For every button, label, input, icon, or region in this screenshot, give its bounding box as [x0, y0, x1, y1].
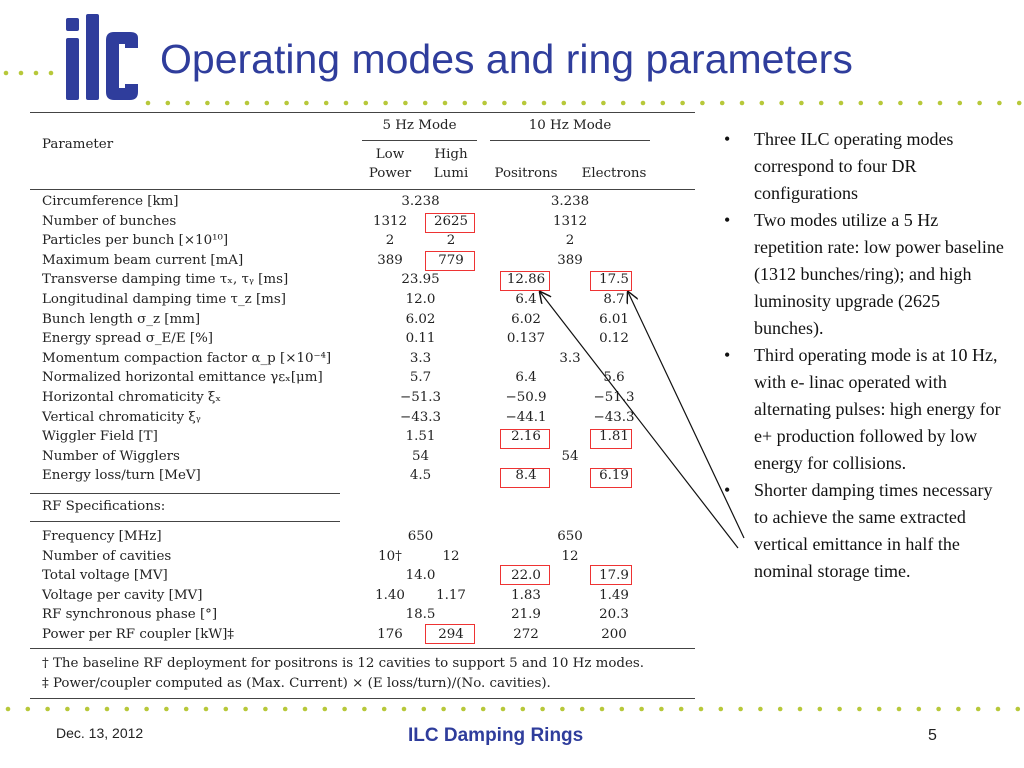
rows-cell-p: Particles per bunch [×10¹⁰]	[42, 233, 229, 249]
rows-cell-pos: 54	[561, 448, 579, 464]
rows-cell-pos: 1312	[552, 213, 588, 229]
bullet-item: • Two modes utilize a 5 Hz repetition rate: low power baseline (1312 bunches/ring); and high luminosity upgrade (2625 bunches).	[724, 210, 1004, 338]
rows-cell-p: Vertical chromaticity ξᵧ	[42, 409, 201, 425]
rows-cell-high: 2625	[433, 213, 469, 229]
rows-cell-pos: 3.3	[559, 350, 581, 366]
footer-title: ILC Damping Rings	[408, 725, 584, 746]
rows-cell-ele: 6.19	[599, 468, 629, 484]
rows-cell-p: Momentum compaction factor α_p [×10⁻⁴]	[42, 350, 332, 366]
rf_rows-cell-ele: 17.9	[599, 568, 629, 584]
rows-cell-low: 1.51	[405, 429, 436, 445]
rf_rows-cell-low: 1.40	[375, 587, 405, 603]
rows-cell-low: 23.95	[401, 272, 440, 288]
rows-cell-pos: 2.16	[511, 429, 541, 445]
header-low-2: Power	[368, 166, 412, 181]
rows-cell-ele: 8.7	[603, 292, 625, 307]
rf_rows-cell-high: 12	[442, 548, 460, 564]
rows-cell-low: 2	[385, 233, 395, 249]
rows-cell-low: −51.3	[399, 390, 442, 405]
rows-cell-low: 0.11	[405, 331, 436, 347]
rows-cell-ele: 5.6	[603, 370, 625, 386]
rf_rows-cell-pos: 22.0	[511, 568, 541, 584]
rows-cell-p: Transverse damping time τₓ, τᵧ [ms]	[42, 272, 289, 288]
rf_rows-cell-p: RF synchronous phase [°]	[42, 607, 218, 623]
header-positrons: Positrons	[494, 166, 558, 181]
rf_rows-cell-ele: 20.3	[599, 607, 629, 623]
rows-cell-ele: 6.01	[599, 311, 629, 327]
rows-cell-pos: 6.4	[515, 292, 537, 307]
header-low-1: Low	[375, 147, 405, 162]
header-parameter: Parameter	[42, 137, 114, 152]
rows-cell-low: 1312	[372, 213, 408, 229]
rf_rows-cell-low: 18.5	[405, 607, 436, 623]
rows-cell-p: Wiggler Field [T]	[42, 429, 158, 445]
rows-cell-low: 54	[411, 448, 430, 464]
rows-cell-pos: 2	[565, 233, 575, 249]
rows-cell-pos: 0.137	[506, 331, 546, 347]
rows-cell-low: 389	[377, 252, 403, 268]
rf_rows-cell-high: 294	[438, 627, 464, 642]
rows-cell-pos: 12.86	[506, 272, 546, 288]
rf_rows-cell-low: 14.0	[405, 568, 436, 584]
rows-cell-ele: 1.81	[599, 429, 629, 445]
footnote-2: ‡ Power/coupler computed as (Max. Current) × (E loss/turn)/(No. cavities).	[42, 676, 551, 691]
footer-date: Dec. 13, 2012	[56, 725, 144, 741]
rows-cell-pos: −50.9	[505, 390, 547, 405]
rows-cell-ele: 17.5	[599, 272, 629, 288]
rows-cell-pos: 6.02	[511, 311, 541, 327]
header-10hz: 10 Hz Mode	[528, 118, 612, 133]
footnote-1: † The baseline RF deployment for positrons is 12 cavities to support 5 and 10 Hz modes.	[42, 656, 645, 671]
bullet-item: • Shorter damping times necessary to achieve the same extracted vertical emittance in half the nominal storage time.	[724, 480, 993, 581]
rows-cell-pos: 6.4	[515, 370, 537, 386]
rf_rows-cell-pos: 272	[513, 627, 539, 642]
rf_rows-cell-p: Total voltage [MV]	[42, 568, 168, 584]
header-electrons: Electrons	[581, 166, 647, 181]
rows-cell-p: Maximum beam current [mA]	[42, 252, 244, 268]
rows-cell-low: 3.3	[409, 350, 432, 366]
rows-cell-low: 12.0	[405, 292, 436, 307]
header-high-2: Lumi	[433, 166, 469, 181]
rf_rows-cell-p: Frequency [MHz]	[42, 529, 162, 544]
rows-cell-p: Circumference [km]	[42, 194, 179, 209]
bullet-item: • Third operating mode is at 10 Hz, with e- linac operated with alternating pulses: high energy for e+ production followed by low energy for collisions.	[724, 345, 1001, 473]
rf_rows-cell-pos: 650	[557, 529, 583, 544]
rf_rows-cell-pos: 21.9	[511, 607, 541, 623]
rows-cell-p: Number of bunches	[42, 213, 177, 229]
rf_rows-cell-p: Voltage per cavity [MV]	[42, 587, 203, 603]
rf_rows-cell-low: 10†	[378, 548, 402, 564]
rows-cell-p: Number of Wigglers	[42, 448, 180, 464]
rows-cell-ele: −43.3	[593, 409, 635, 425]
rows-cell-pos: 389	[557, 252, 583, 268]
bullet-item: • Three ILC operating modes correspond to four DR configurations	[724, 129, 954, 203]
arrow-to-positrons	[540, 292, 738, 548]
rows-cell-ele: 0.12	[599, 331, 629, 347]
rows-cell-high: 779	[438, 252, 464, 268]
rf_rows-cell-low: 176	[377, 627, 403, 642]
rows-cell-high: 2	[446, 233, 456, 249]
rf-heading: RF Specifications:	[42, 499, 166, 514]
rf_rows-cell-pos: 1.83	[511, 587, 541, 603]
rows-cell-pos: 8.4	[515, 468, 537, 484]
rf_rows-cell-pos: 12	[561, 548, 579, 564]
header-high-1: High	[434, 147, 468, 162]
rows-cell-p: Energy loss/turn [MeV]	[42, 468, 201, 484]
bullet-list	[718, 126, 1008, 585]
rf_rows-cell-ele: 200	[601, 627, 627, 642]
rows-cell-p: Normalized horizontal emittance γεₓ[μm]	[42, 370, 323, 386]
rf_rows-cell-low: 650	[407, 529, 434, 544]
page-title: Operating modes and ring parameters	[160, 36, 853, 82]
rows-cell-low: −43.3	[399, 409, 442, 425]
rows-cell-pos: −44.1	[505, 409, 547, 425]
rows-cell-low: 3.238	[401, 194, 440, 209]
rf_rows-cell-p: Power per RF coupler [kW]‡	[42, 627, 234, 642]
rows-cell-low: 6.02	[405, 311, 436, 327]
rows-cell-p: Bunch length σ_z [mm]	[42, 311, 201, 327]
page-number: 5	[928, 727, 937, 744]
rows-cell-p: Longitudinal damping time τ_z [ms]	[42, 292, 286, 307]
rf_rows-cell-p: Number of cavities	[42, 548, 172, 564]
rows-cell-pos: 3.238	[550, 194, 590, 209]
rf_rows-cell-high: 1.17	[436, 587, 466, 603]
rows-cell-low: 5.7	[409, 370, 432, 386]
rows-cell-ele: −51.3	[593, 390, 635, 405]
rf_rows-cell-ele: 1.49	[599, 587, 629, 603]
rows-cell-p: Horizontal chromaticity ξₓ	[42, 390, 222, 405]
rows-cell-p: Energy spread σ_E/E [%]	[42, 331, 214, 347]
rows-cell-low: 4.5	[409, 468, 432, 484]
header-5hz: 5 Hz Mode	[382, 118, 457, 133]
